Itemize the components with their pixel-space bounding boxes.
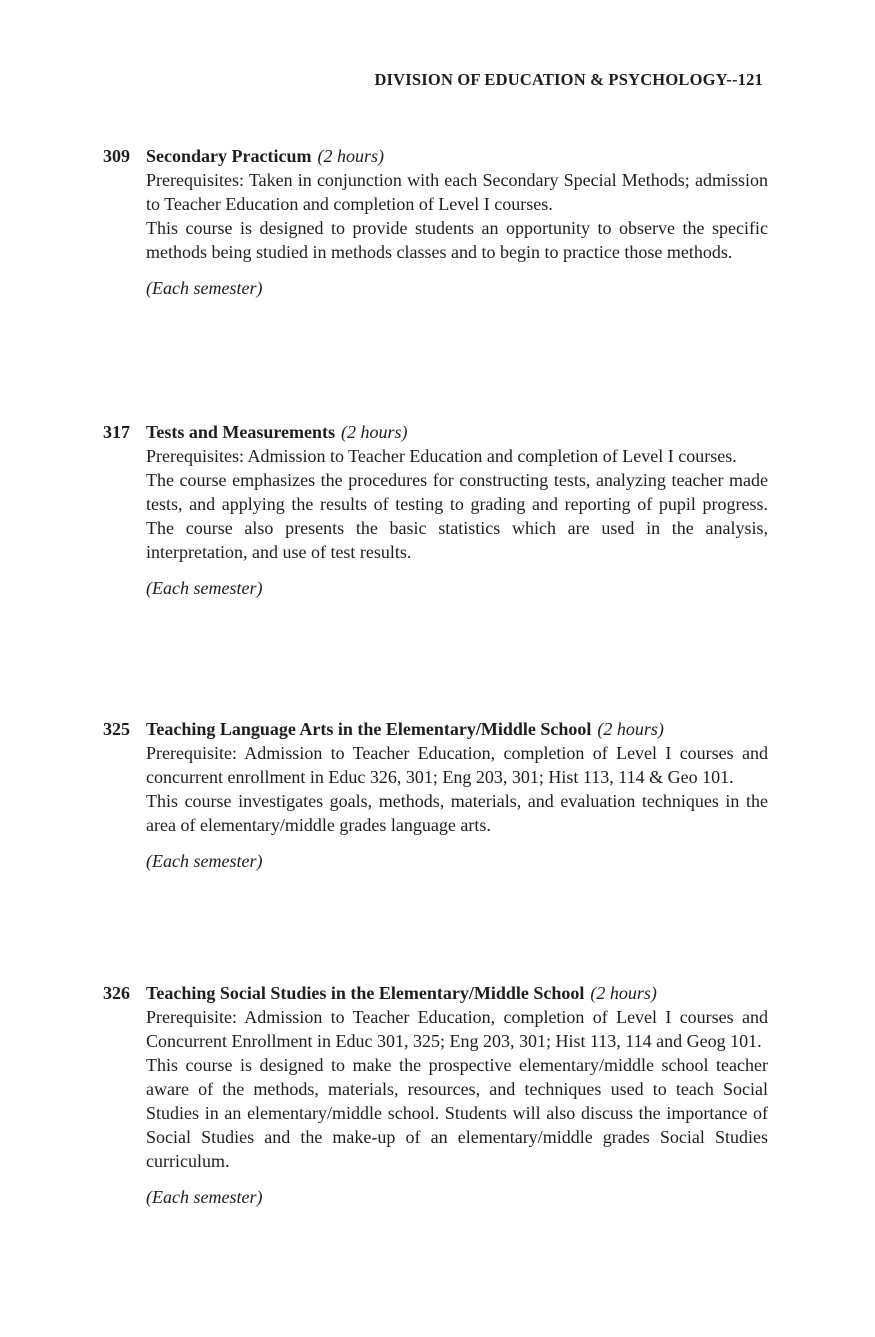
course-heading [103,981,768,1005]
course-heading [103,144,768,168]
course-entry-326 [103,981,768,1209]
course-body [146,741,768,837]
course-offered: (Each semester) [146,278,263,298]
course-offered: (Each semester) [146,851,263,871]
course-title: Tests and Measurements [146,422,336,442]
running-header: DIVISION OF EDUCATION & PSYCHOLOGY--121 [374,70,763,89]
course-title: Teaching Social Studies in the Elementary/Middle School [146,983,585,1003]
course-title: Teaching Language Arts in the Elementary/Middle School [146,719,592,739]
course-body [146,168,768,264]
course-description: This course is designed to make the prospective elementary/middle school teacher aware of the methods, materials, resources, and techniques used to teach Social Studies in an elementary/middle school. Students will also discuss the importance of Social Studies and the make-up of an elementary/middle grades Social Studies curriculum. [146,1055,768,1171]
course-prerequisites: Prerequisites: Taken in conjunction with each Secondary Special Methods; admission to Teacher Education and completion of Level I courses. [146,170,768,214]
course-entry-309 [103,144,768,300]
course-number: 325 [103,719,130,739]
course-hours: (2 hours) [590,983,657,1003]
course-description: This course investigates goals, methods, materials, and evaluation techniques in the area of elementary/middle grades language arts. [146,791,768,835]
course-entry-317 [103,420,768,600]
course-prerequisites: Prerequisite: Admission to Teacher Education, completion of Level I courses and Concurrent Enrollment in Educ 301, 325; Eng 203, 301; Hist 113, 114 and Geog 101. [146,1007,768,1051]
course-number: 317 [103,422,130,442]
course-entry-325 [103,717,768,873]
course-description: This course is designed to provide students an opportunity to observe the specific methods being studied in methods classes and to begin to practice those methods. [146,218,768,262]
course-body [146,1005,768,1173]
course-body [146,444,768,564]
course-offered: (Each semester) [146,1187,263,1207]
course-hours: (2 hours) [341,422,408,442]
course-prerequisites: Prerequisites: Admission to Teacher Education and completion of Level I courses. [146,446,737,466]
course-description: The course emphasizes the procedures for constructing tests, analyzing teacher made tests, and applying the results of testing to grading and reporting of pupil progress. The course also presents the basic statistics which are used in the analysis, interpretation, and use of test results. [146,470,768,562]
course-hours: (2 hours) [597,719,664,739]
course-number: 309 [103,146,130,166]
course-number: 326 [103,983,130,1003]
course-prerequisites: Prerequisite: Admission to Teacher Education, completion of Level I courses and concurrent enrollment in Educ 326, 301; Eng 203, 301; Hist 113, 114 & Geo 101. [146,743,768,787]
course-title: Secondary Practicum [146,146,312,166]
course-offered: (Each semester) [146,578,263,598]
course-heading [103,420,768,444]
course-heading [103,717,768,741]
course-hours: (2 hours) [317,146,384,166]
